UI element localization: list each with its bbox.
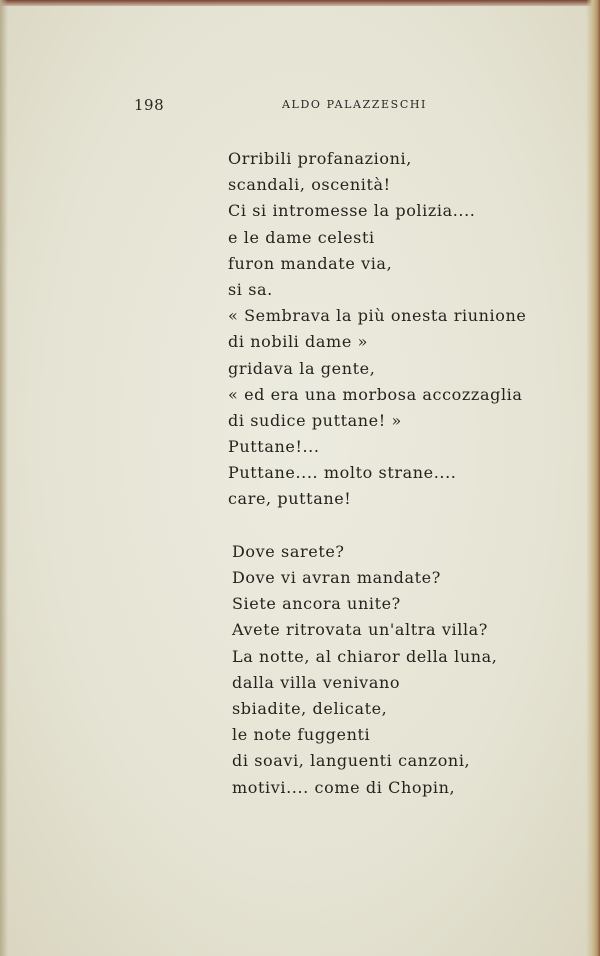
poem-line: care, puttane! — [228, 489, 352, 509]
poem-line: Orribili profanazioni, — [228, 149, 412, 168]
poem-line: Puttane.... molto strane.... — [228, 463, 457, 483]
poem-line: di soavi, languenti canzoni, — [232, 751, 471, 771]
poem-line: sbiadite, delicate, — [232, 698, 388, 718]
poem-line: di nobili dame » — [228, 332, 368, 352]
page-left-edge — [0, 0, 8, 956]
poem — [228, 146, 568, 801]
poem-line: dalla villa venivano — [232, 672, 401, 692]
poem-line: scandali, oscenità! — [228, 175, 391, 195]
poem-line: le note fuggenti — [232, 725, 371, 745]
poem-line: « ed era una morbosa accozzaglia — [228, 384, 523, 404]
running-head: ALDO PALAZZESCHI — [282, 98, 427, 111]
poem-line: si sa. — [228, 279, 273, 299]
stanza-1 — [228, 146, 568, 513]
poem-line: Puttane!... — [228, 437, 320, 457]
page-top-edge — [0, 0, 600, 6]
poem-line: furon mandate via, — [228, 253, 393, 273]
page-header — [134, 96, 434, 118]
poem-line: di sudice puttane! » — [228, 410, 402, 430]
stanza-break — [228, 513, 568, 539]
poem-line: e le dame celesti — [228, 227, 375, 247]
stanza-2 — [228, 539, 568, 801]
poem-line: Dove vi avran mandate? — [232, 568, 441, 587]
poem-line: Siete ancora unite? — [232, 594, 401, 614]
page-number: 198 — [134, 96, 165, 114]
poem-line: Avete ritrovata un'altra villa? — [232, 620, 488, 640]
poem-line: motivi.... come di Chopin, — [232, 777, 456, 797]
poem-line: Dove sarete? — [232, 541, 345, 561]
page-right-edge — [586, 0, 600, 956]
poem-line: gridava la gente, — [228, 358, 376, 378]
poem-line: Ci si intromesse la polizia.... — [228, 201, 476, 221]
poem-line: « Sembrava la più onesta riunione — [228, 306, 527, 326]
poem-line: La notte, al chiaror della luna, — [232, 646, 498, 666]
